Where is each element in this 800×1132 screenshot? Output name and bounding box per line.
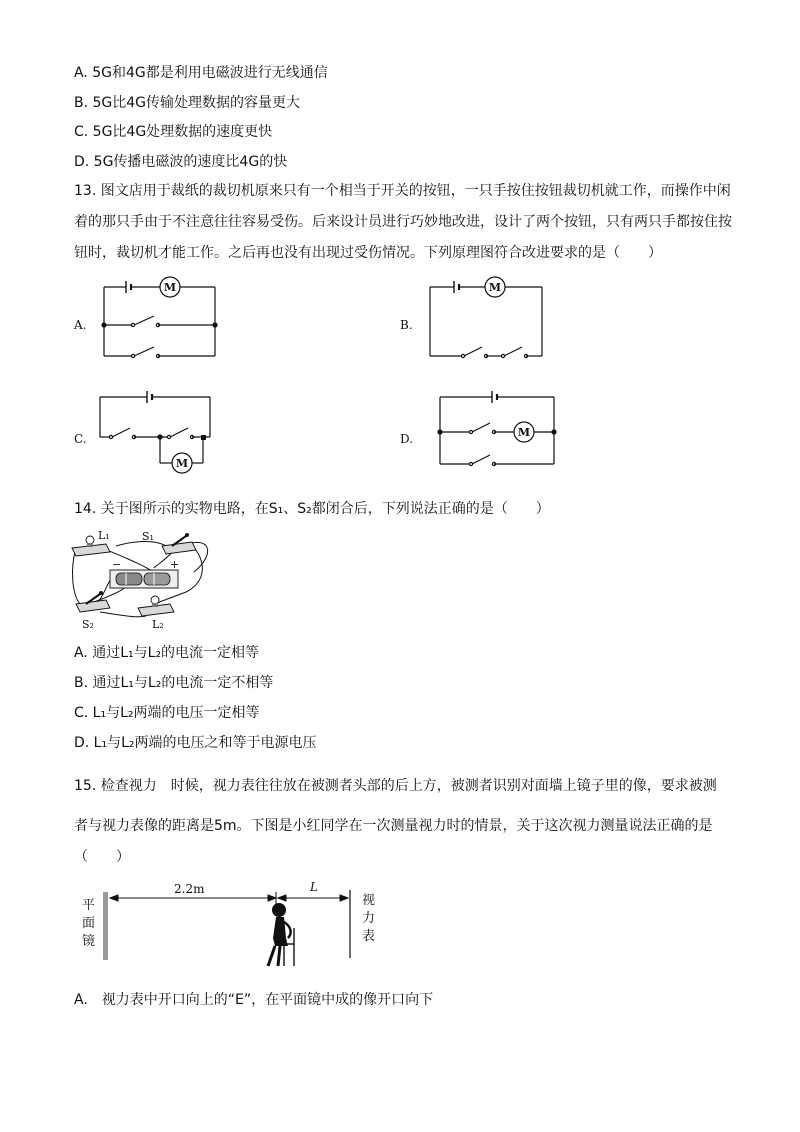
q13-label-b: B.	[400, 318, 413, 332]
q12-option-c: C. 5G比4G处理数据的速度更快	[74, 124, 273, 140]
eye-chart-label: 视力表	[362, 893, 376, 944]
battery-plus-label: +	[170, 558, 180, 571]
q14-option-c: C. L₁与L₂两端的电压一定相等	[74, 705, 260, 721]
q12-option-a: A. 5G和4G都是利用电磁波进行无线通信	[74, 65, 328, 81]
wire	[116, 542, 166, 547]
label-s2: S₂	[82, 618, 94, 631]
q15-stem-line-2: 者与视力表像的距离是5m。下图是小红同学在一次测量视力时的情景，关于这次视力测量说法正确的是	[74, 818, 713, 834]
q13-label-a: A.	[74, 318, 87, 332]
junction-dot	[212, 322, 217, 327]
junction-dot	[157, 434, 162, 439]
switch-s2	[76, 591, 110, 612]
label-l1: L₁	[98, 529, 110, 542]
q15-stem-line-3: （ ）	[74, 849, 130, 865]
person-seated	[268, 903, 294, 966]
q14-stem: 14. 关于图所示的实物电路，在S₁、S₂都闭合后，下列说法正确的是（ ）	[74, 501, 550, 517]
circuit-a	[104, 277, 215, 358]
arrow-head	[110, 895, 118, 901]
q15-eye-test-figure	[70, 872, 400, 972]
label-s1: S₁	[142, 530, 154, 543]
battery-box	[110, 570, 178, 588]
q12-option-b: B. 5G比4G传输处理数据的容量更大	[74, 95, 301, 111]
battery-minus-label: −	[112, 558, 122, 571]
motor-label-b: M	[488, 281, 502, 294]
q13-stem: 13. 图文店用于裁纸的裁切机原来只有一个相当于开关的按钮，一只手按住按钮裁切机就工作，而操作中闲着的那只手由于不注意往往容易受伤。后来设计员进行巧妙地改进，设计了两个按钮，只有两只手都按住按钮时，裁切机才能工作。之后再也没有出现过受伤情况。下列原理图符合改进要求的是（ ）	[74, 183, 732, 261]
q14-option-d: D. L₁与L₂两端的电压之和等于电源电压	[74, 735, 317, 751]
motor-label-c: M	[175, 457, 189, 470]
circuit-b	[430, 277, 542, 358]
q13-label-c: C.	[74, 432, 87, 446]
junction-dot	[101, 322, 106, 327]
motor-label-a: M	[163, 281, 177, 294]
mirror	[103, 892, 108, 960]
junction-dot	[551, 429, 556, 434]
q14-physical-circuit-figure	[66, 524, 216, 632]
q15-option-a: A. 视力表中开口向上的“E”，在平面镜中成的像开口向下	[74, 992, 434, 1008]
label-l2: L₂	[152, 618, 164, 631]
q13-circuit-diagrams	[0, 270, 800, 480]
arrow-head	[278, 895, 286, 901]
wire	[100, 612, 146, 617]
switch-s1	[162, 533, 196, 554]
q14-option-a: A. 通过L₁与L₂的电流一定相等	[74, 645, 260, 661]
q15-stem-line-1: 15. 检查视力 时候，视力表往往放在被测者头部的后上方，被测者识别对面墙上镜子里的像，要求被测	[74, 778, 717, 794]
circuit-d	[440, 391, 554, 466]
motor-label-d: M	[517, 426, 531, 439]
q14-option-b: B. 通过L₁与L₂的电流一定不相等	[74, 675, 274, 691]
junction-dot	[437, 429, 442, 434]
arrow-head	[268, 895, 276, 901]
circuit-c	[100, 391, 210, 473]
distance-label-l: L	[310, 880, 318, 894]
mirror-label: 平面镜	[82, 898, 96, 949]
junction-dot	[201, 435, 206, 440]
q13-label-d: D.	[400, 432, 414, 446]
arrow-head	[340, 895, 348, 901]
distance-label-2-2m: 2.2m	[174, 882, 205, 896]
q12-option-d: D. 5G传播电磁波的速度比4G的快	[74, 154, 288, 170]
